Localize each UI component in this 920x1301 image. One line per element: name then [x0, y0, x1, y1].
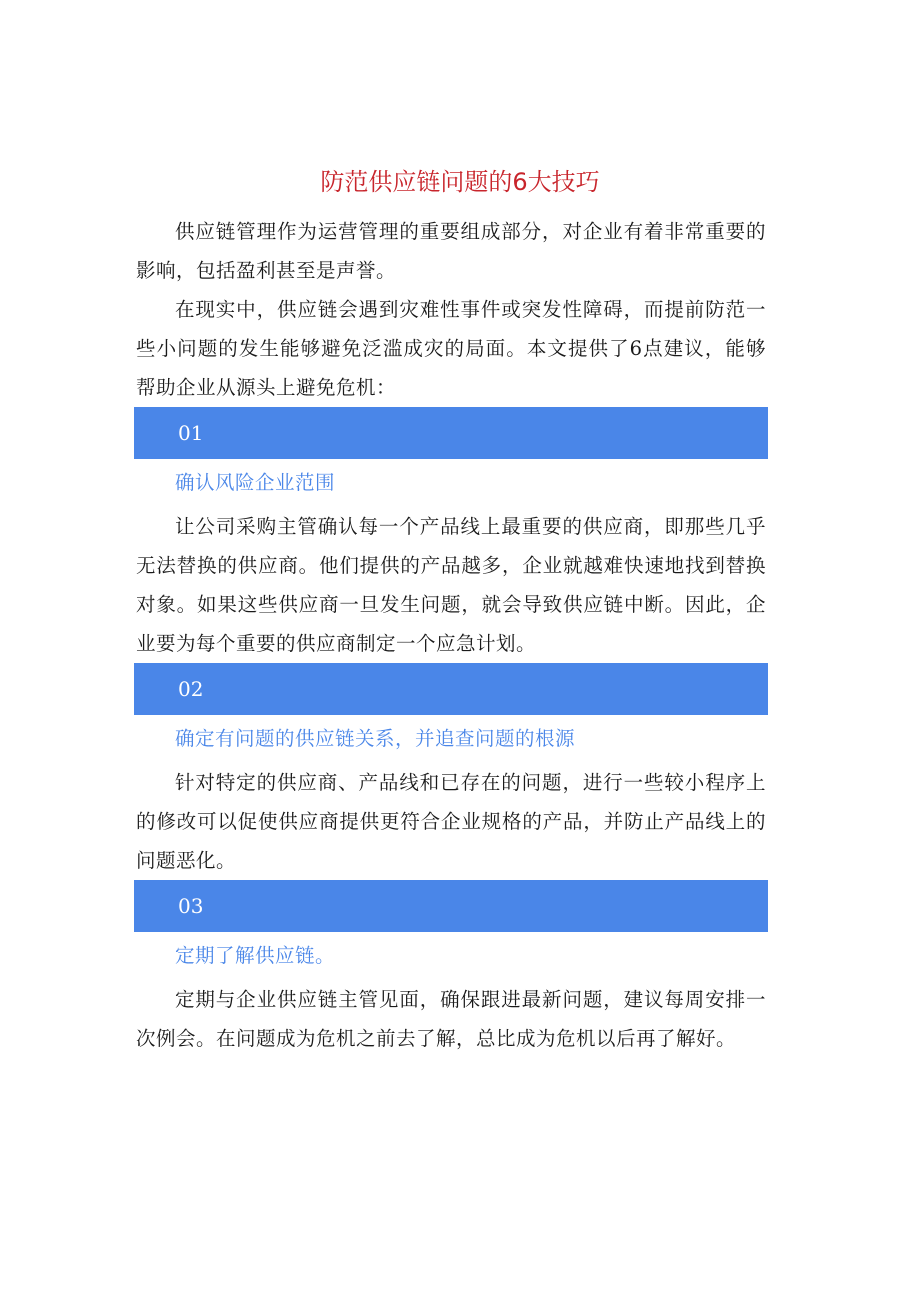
section-body-02: 针对特定的供应商、产品线和已存在的问题，进行一些较小程序上的修改可以促使供应商提供更符合企业规格的产品，并防止产品线上的问题恶化。 — [136, 771, 766, 872]
document-title: 防范供应链问题的6大技巧 — [320, 168, 600, 196]
section-heading-03: 定期了解供应链。 — [175, 944, 336, 967]
section-body-03: 定期与企业供应链主管见面，确保跟进最新问题，建议每周安排一次例会。在问题成为危机之前去了解，总比成为危机以后再了解好。 — [136, 988, 766, 1050]
intro-paragraph-1: 供应链管理作为运营管理的重要组成部分，对企业有着非常重要的影响，包括盈利甚至是声誉。 — [136, 220, 766, 282]
document-body — [136, 212, 766, 1058]
section-number-bar-02: 02 — [134, 663, 768, 715]
section-body-01: 让公司采购主管确认每一个产品线上最重要的供应商，即那些几乎无法替换的供应商。他们提供的产品越多，企业就越难快速地找到替换对象。如果这些供应商一旦发生问题，就会导致供应链中断。因此，企业要为每个重要的供应商制定一个应急计划。 — [136, 515, 766, 655]
section-heading-02: 确定有问题的供应链关系，并追查问题的根源 — [175, 727, 576, 750]
section-number-bar-03: 03 — [134, 880, 768, 932]
section-number-bar-01: 01 — [134, 407, 768, 459]
section-heading-01: 确认风险企业范围 — [175, 471, 336, 494]
intro-paragraph-2: 在现实中，供应链会遇到灾难性事件或突发性障碍，而提前防范一些小问题的发生能够避免泛滥成灾的局面。本文提供了6点建议，能够帮助企业从源头上避免危机： — [136, 298, 766, 399]
